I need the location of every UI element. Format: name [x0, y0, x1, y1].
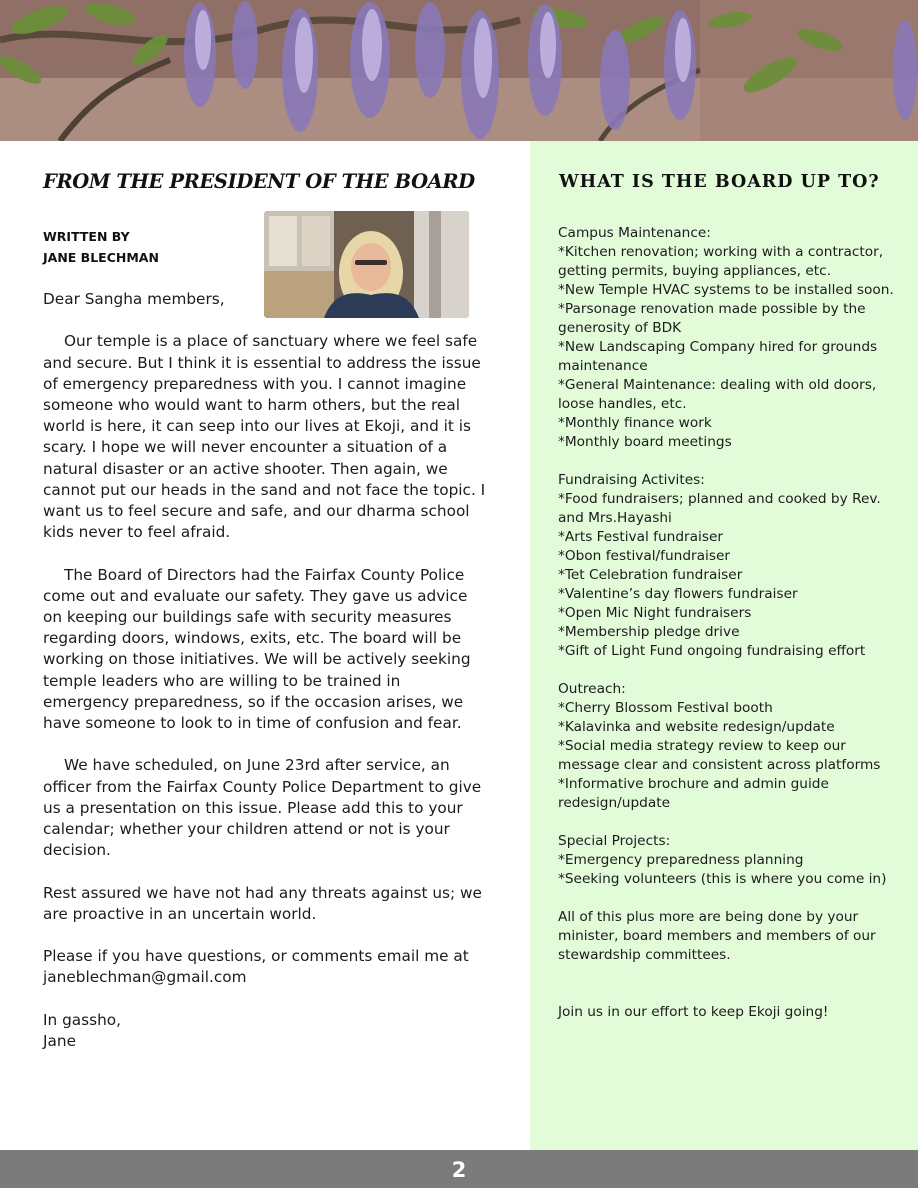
list-item: *Emergency preparedness planning — [558, 852, 804, 868]
list-item: *Kalavinka and website redesign/update — [558, 719, 835, 735]
section-heading: Fundraising Activites: — [558, 472, 705, 488]
section-fundraising — [558, 471, 903, 661]
article-paragraph: Please if you have questions, or comments email me at janeblechman@gmail.com — [43, 947, 469, 987]
list-item: *Membership pledge drive — [558, 624, 740, 640]
section-special-projects — [558, 832, 903, 889]
list-item: *Informative brochure and admin guide redesign/update — [558, 776, 829, 811]
list-item: *Social media strategy review to keep our message clear and consistent across platforms — [558, 738, 881, 773]
article-paragraph: The Board of Directors had the Fairfax County Police come out and evaluate our safety. They gave us advice on keeping our buildings safe with security measures regarding doors, windows, exits, etc. The board will be working on those initiatives. We will be actively seeking temple leaders who are willing to be trained in emergency preparedness, so if the occasion arises, we have someone to look to in time of confusion and fear. — [43, 565, 471, 733]
page-number: 2 — [451, 1158, 467, 1182]
list-item: *Monthly board meetings — [558, 434, 732, 450]
wisteria-illustration — [0, 0, 918, 141]
closing-text: Join us in our effort to keep Ekoji going! — [558, 1004, 829, 1020]
panel-body — [558, 224, 903, 1022]
list-item: *Valentine’s day flowers fundraiser — [558, 586, 798, 602]
list-item: *Gift of Light Fund ongoing fundraising effort — [558, 643, 866, 659]
byline — [43, 226, 159, 268]
list-item: *Cherry Blossom Festival booth — [558, 700, 773, 716]
president-article — [43, 170, 486, 1051]
page-footer — [0, 1150, 918, 1188]
list-item: *General Maintenance: dealing with old doors, loose handles, etc. — [558, 377, 877, 412]
list-item: *Open Mic Night fundraisers — [558, 605, 752, 621]
board-activities-panel — [530, 141, 918, 1150]
section-campus-maintenance — [558, 224, 903, 452]
list-item: *Parsonage renovation made possible by the generosity of BDK — [558, 301, 866, 336]
list-item: *Seeking volunteers (this is where you come in) — [558, 871, 887, 887]
section-heading: Special Projects: — [558, 833, 671, 849]
signoff: In gassho, — [43, 1010, 122, 1029]
list-item: *New Landscaping Company hired for grounds maintenance — [558, 339, 878, 374]
article-paragraph: Rest assured we have not had any threats against us; we are proactive in an uncertain world. — [43, 883, 482, 923]
signature: Jane — [43, 1032, 76, 1051]
list-item: *Obon festival/fundraiser — [558, 548, 731, 564]
list-item: *Food fundraisers; planned and cooked by Rev. and Mrs.Hayashi — [558, 491, 881, 526]
author-name: JANE BLECHMAN — [43, 250, 159, 265]
article-title: FROM THE PRESIDENT OF THE BOARD — [43, 170, 475, 193]
list-item: *Monthly finance work — [558, 415, 712, 431]
salutation: Dear Sangha members, — [43, 290, 225, 308]
section-outreach — [558, 680, 903, 813]
list-item: *New Temple HVAC systems to be installed soon. — [558, 282, 894, 298]
header-banner-photo — [0, 0, 918, 141]
article-paragraph: Our temple is a place of sanctuary where we feel safe and secure. But I think it is essential to address the issue of emergency preparedness with you. I cannot imagine someone who would want to harm others, but the real world is here, it can seep into our lives at Ekoji, and it is scary. I hope we will never encounter a situation of a natural disaster or an active shooter. Then again, we cannot put our heads in the sand and not face the topic. I want us to feel secure and safe, and our dharma school kids never to feel afraid. — [43, 332, 486, 542]
article-body — [43, 289, 489, 1052]
list-item: *Tet Celebration fundraiser — [558, 567, 743, 583]
summary-text: All of this plus more are being done by your minister, board members and members of our stewardship committees. — [558, 909, 876, 963]
section-heading: Campus Maintenance: — [558, 225, 711, 241]
article-paragraph: We have scheduled, on June 23rd after service, an officer from the Fairfax County Police Department to give us a presentation on this issue. Please add this to your calendar; whether your children attend or not is your decision. — [43, 756, 482, 860]
list-item: *Kitchen renovation; working with a contractor, getting permits, buying appliances, etc. — [558, 244, 884, 279]
list-item: *Arts Festival fundraiser — [558, 529, 724, 545]
byline-label: WRITTEN BY — [43, 229, 130, 244]
panel-title: WHAT IS THE BOARD UP TO? — [559, 172, 880, 192]
section-heading: Outreach: — [558, 681, 626, 697]
